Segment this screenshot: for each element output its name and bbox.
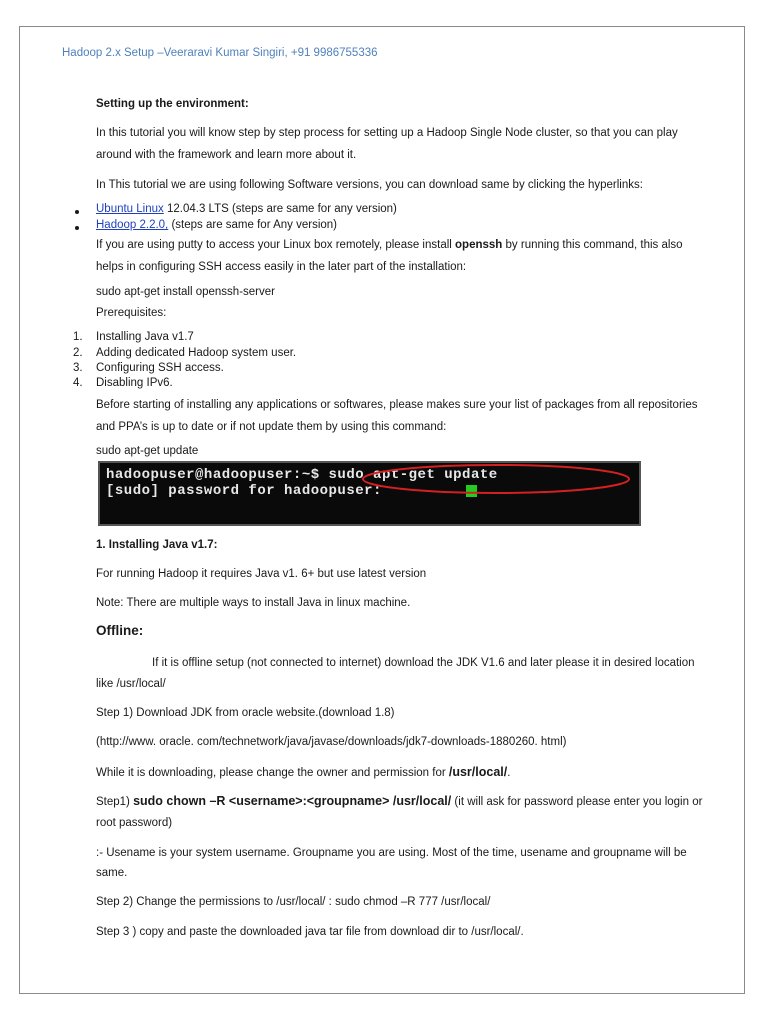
putty-text-end: by running this command, this also <box>502 239 683 251</box>
oracle-url: (http://www. oracle. com/technetwork/java/javase/downloads/jdk7-downloads-1880260. html) <box>96 736 567 748</box>
bullet-dot-icon <box>75 226 79 230</box>
intro-line-2: around with the framework and learn more about it. <box>96 149 357 161</box>
list-number: 2. <box>73 347 83 359</box>
chown-step-label: Step1) <box>96 796 134 808</box>
section-heading-environment: Setting up the environment: <box>96 98 249 110</box>
offline-line-1: If it is offline setup (not connected to internet) download the JDK V1.6 and later please it in desired location <box>152 657 695 669</box>
document-header: Hadoop 2.x Setup –Veeraravi Kumar Singiri, +91 9986755336 <box>62 47 378 59</box>
prereq-item: Configuring SSH access. <box>96 362 224 374</box>
usr-local-path: /usr/local/ <box>448 765 508 779</box>
chown-line-1 <box>96 794 702 809</box>
java-note: Note: There are multiple ways to install Java in linux machine. <box>96 597 411 609</box>
before-line-2: and PPA’s is up to date or if not update them by using this command: <box>96 421 447 433</box>
versions-line: In This tutorial we are using following Software versions, you can download same by clicking the hyperlinks: <box>96 179 643 191</box>
putty-line-1 <box>96 238 683 252</box>
bullet-dot-icon <box>75 210 79 214</box>
downloading-text: While it is downloading, please change the owner and permission for <box>96 767 449 779</box>
bullet-text: (steps are same for Any version) <box>168 219 337 231</box>
chown-note: (it will ask for password please enter you login or <box>451 796 703 808</box>
ubuntu-link[interactable]: Ubuntu Linux <box>96 203 164 215</box>
prereq-item: Installing Java v1.7 <box>96 331 194 343</box>
terminal-screenshot <box>98 461 641 526</box>
list-number: 1. <box>73 331 83 343</box>
prereq-item: Disabling IPv6. <box>96 377 173 389</box>
prereq-item: Adding dedicated Hadoop system user. <box>96 347 297 359</box>
hadoop-link[interactable]: Hadoop 2.2.0, <box>96 219 169 231</box>
openssh-term: openssh <box>455 239 503 251</box>
intro-line-1: In this tutorial you will know step by step process for setting up a Hadoop Single Node cluster, so that you can play <box>96 127 678 139</box>
bullet-item-ubuntu <box>96 202 397 216</box>
step2-chmod: Step 2) Change the permissions to /usr/local/ : sudo chmod –R 777 /usr/local/ <box>96 896 491 908</box>
terminal-line-1: hadoopuser@hadoopuser:~$ sudo apt-get update <box>106 467 498 483</box>
terminal-line-2: [sudo] password for hadoopuser: <box>106 483 382 499</box>
bullet-text: 12.04.3 LTS (steps are same for any version) <box>163 203 397 215</box>
downloading-line <box>96 765 510 780</box>
putty-text: If you are using putty to access your Linux box remotely, please install <box>96 239 456 251</box>
offline-heading: Offline: <box>96 623 144 638</box>
cmd-install-openssh: sudo apt-get install openssh-server <box>96 286 275 298</box>
step1-download: Step 1) Download JDK from oracle website.(download 1.8) <box>96 707 395 719</box>
bullet-item-hadoop <box>96 218 337 232</box>
cmd-apt-update: sudo apt-get update <box>96 445 199 457</box>
java-requirement: For running Hadoop it requires Java v1. 6+ but use latest version <box>96 568 427 580</box>
offline-line-2: like /usr/local/ <box>96 678 166 690</box>
step3-copy: Step 3 ) copy and paste the downloaded java tar file from download dir to /usr/local/. <box>96 926 524 938</box>
list-number: 3. <box>73 362 83 374</box>
chown-command: sudo chown –R <username>:<groupname> /usr/local/ <box>133 794 452 808</box>
usename-line-2: same. <box>96 867 128 879</box>
before-line-1: Before starting of installing any applications or softwares, please makes sure your list of packages from all repositories <box>96 399 698 411</box>
prerequisites-label: Prerequisites: <box>96 307 167 319</box>
list-number: 4. <box>73 377 83 389</box>
chown-line-2: root password) <box>96 817 173 829</box>
putty-line-2: helps in configuring SSH access easily in the later part of the installation: <box>96 261 467 273</box>
downloading-period: . <box>507 767 511 779</box>
red-ellipse-annotation <box>358 461 634 497</box>
section-heading-java: 1. Installing Java v1.7: <box>96 539 218 551</box>
usename-line-1: :- Usename is your system username. Groupname you are using. Most of the time, usename and groupname will be <box>96 847 687 859</box>
